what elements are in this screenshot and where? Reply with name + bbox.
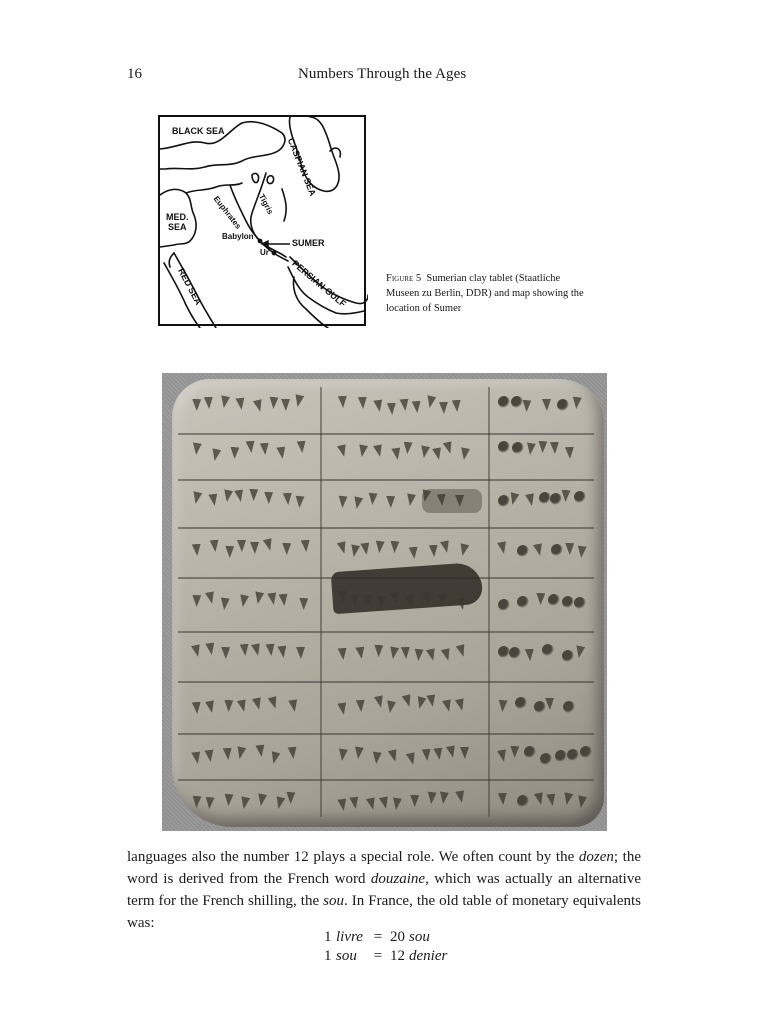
tablet-circle-mark xyxy=(542,644,554,656)
body-text-2: ; the word is derived from the French word xyxy=(127,849,641,887)
equivalence-row xyxy=(324,927,430,947)
running-title: Numbers Through the Ages xyxy=(298,66,467,82)
body-paragraph xyxy=(127,846,641,934)
tablet-circle-mark xyxy=(511,396,523,408)
tablet-circle-mark xyxy=(551,544,563,556)
label-red-sea: RED SEA xyxy=(176,266,204,307)
clay-tablet-photo xyxy=(162,373,607,831)
tablet-circle-mark xyxy=(509,647,521,659)
equals-sign: = xyxy=(373,929,383,945)
tablet-circle-mark xyxy=(517,596,529,608)
sumer-map xyxy=(158,115,366,326)
label-ur: Ur xyxy=(260,248,269,257)
label-med-sea-line2: SEA xyxy=(168,222,187,232)
tablet-circle-mark xyxy=(517,795,529,807)
label-sumer: SUMER xyxy=(292,238,325,248)
figure-caption-text: Sumerian clay tablet (Staatliche Museen zu Berlin, DDR) and map showing the location of Sumer xyxy=(386,273,584,314)
tablet-circle-mark xyxy=(562,596,574,608)
body-text-douzaine: douzaine xyxy=(370,871,426,887)
tablet-circle-mark xyxy=(550,493,562,505)
tablet-circle-mark xyxy=(540,753,552,765)
right-qty: 12 xyxy=(390,948,405,964)
right-qty: 20 xyxy=(390,929,405,945)
equals-sign: = xyxy=(373,948,383,964)
body-text-3: , which was actually an alternative term for the French shilling, the xyxy=(127,871,641,909)
tablet-circle-mark xyxy=(534,701,546,713)
figure-caption xyxy=(386,271,586,316)
tablet-circle-mark xyxy=(574,597,586,609)
label-tigris: Tigris xyxy=(256,192,276,216)
label-caspian-sea: CASPIAN SEA xyxy=(285,136,318,198)
tablet-circle-mark xyxy=(498,396,510,408)
left-qty: 1 xyxy=(324,929,332,945)
tablet-circle-mark xyxy=(498,599,510,611)
tablet-circle-mark xyxy=(548,594,560,606)
equivalence-row xyxy=(324,946,447,966)
body-text-1: languages also the number 12 plays a special role. We often count by the xyxy=(127,849,579,865)
tablet-circle-mark xyxy=(555,750,567,762)
body-text-sou: sou xyxy=(323,893,344,909)
tablet-circle-mark xyxy=(524,746,536,758)
label-black-sea: BLACK SEA xyxy=(172,126,225,136)
tablet-circle-mark xyxy=(512,442,524,454)
left-unit: livre xyxy=(336,929,363,945)
label-babylon: Babylon xyxy=(222,232,254,241)
tablet-circle-mark xyxy=(567,749,579,761)
left-unit: sou xyxy=(336,948,357,964)
tablet-circle-mark xyxy=(574,491,586,503)
tablet-circle-mark xyxy=(515,697,527,709)
right-unit: sou xyxy=(409,929,430,945)
right-unit: denier xyxy=(409,948,448,964)
figure-label: Figure 5 xyxy=(386,273,422,284)
label-med-sea-line1: MED. xyxy=(166,212,189,222)
label-persian-gulf: PERSIAN GULF xyxy=(290,258,348,309)
body-text-dozen: dozen xyxy=(578,849,614,865)
left-qty: 1 xyxy=(324,948,332,964)
tablet-circle-mark xyxy=(517,545,529,557)
tablet-circle-mark xyxy=(498,495,510,507)
tablet-circle-mark xyxy=(498,441,510,453)
page-number: 16 xyxy=(127,66,142,82)
tablet-circle-mark xyxy=(557,399,569,411)
body-text-4: . In France, the old table of monetary equivalents was: xyxy=(127,893,642,931)
tablet-circle-mark xyxy=(563,701,575,713)
label-euphrates: Euphrates xyxy=(211,194,243,231)
tablet-circle-mark xyxy=(562,650,574,662)
tablet-circle-mark xyxy=(580,746,592,758)
